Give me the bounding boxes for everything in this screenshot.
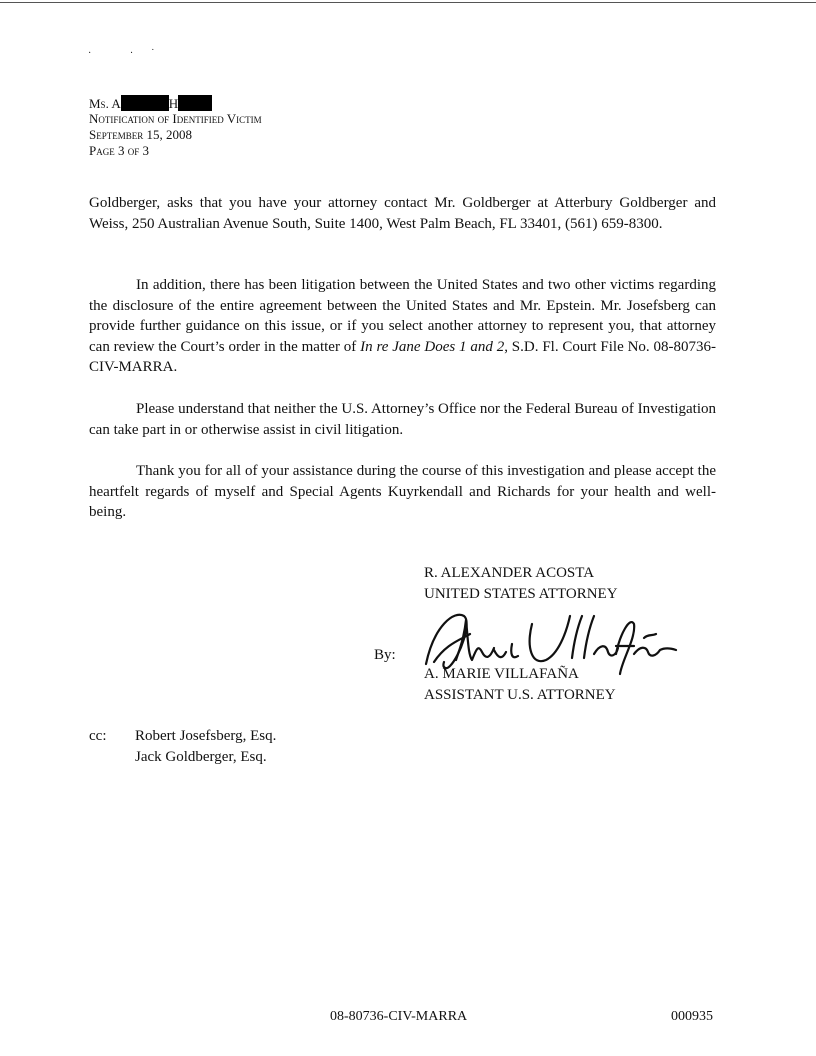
- case-name: In re Jane Does 1 and 2: [360, 338, 505, 355]
- paragraph-2-text: In addition, there has been litigation between the United States and two other victims regarding the disclosure of the entire agreement between the United States and Mr. Epstein. Mr. Josefsberg can provide further guidance on this issue, or if you select another attorney to represent you, that attorney can review the Court’s order in the matter of: [89, 277, 716, 355]
- subject-line: Notification of Identified Victim: [89, 111, 262, 126]
- attorney-block: [424, 563, 618, 605]
- paragraph-2-end: , S.D. Fl. Court File No. 08-80736-CIV-MARRA.: [89, 338, 717, 375]
- recipient-mid: H: [168, 96, 179, 111]
- paragraph-4: Thank you for all of your assistance during the course of this investigation and please accept the heartfelt regards of myself and Special Agents Kuyrkendall and Richards for your health and well-being.: [89, 463, 716, 520]
- recipient-line: [89, 95, 262, 111]
- scan-specks: · ·˙: [88, 48, 173, 59]
- by-label: By:: [374, 647, 396, 663]
- attorney-title: UNITED STATES ATTORNEY: [424, 586, 618, 602]
- letter-header: [89, 95, 262, 159]
- cc-list: [135, 726, 276, 768]
- footer-case-number: 08-80736-CIV-MARRA: [330, 1009, 468, 1024]
- paragraph-3: Please understand that neither the U.S. Attorney’s Office nor the Federal Bureau of Investigation can take part in or otherwise assist in civil litigation.: [89, 401, 716, 438]
- recipient-prefix: Ms. A: [89, 96, 121, 111]
- attorney-name: R. ALEXANDER ACOSTA: [424, 565, 595, 581]
- top-rule: [0, 2, 816, 3]
- page-number: Page 3 of 3: [89, 143, 149, 158]
- footer-bates-number: 000935: [671, 1009, 713, 1024]
- cc-recipient: Robert Josefsberg, Esq.: [135, 728, 277, 744]
- paragraph-1: Goldberger, asks that you have your attorney contact Mr. Goldberger at Atterbury Goldberger and Weiss, 250 Australian Avenue South, Suite 1400, West Palm Beach, FL 33401, (561) 659-8300.: [89, 195, 716, 232]
- cc-label: cc:: [89, 728, 107, 744]
- signer-block: [424, 664, 616, 706]
- paragraph-2: [89, 275, 716, 378]
- signer-name: A. MARIE VILLAFAÑA: [424, 666, 579, 682]
- cc-recipient: Jack Goldberger, Esq.: [135, 749, 267, 765]
- redaction-bar: [121, 95, 169, 111]
- date-line: September 15, 2008: [89, 127, 192, 142]
- redaction-bar: [178, 95, 212, 111]
- signer-title: ASSISTANT U.S. ATTORNEY: [424, 687, 616, 703]
